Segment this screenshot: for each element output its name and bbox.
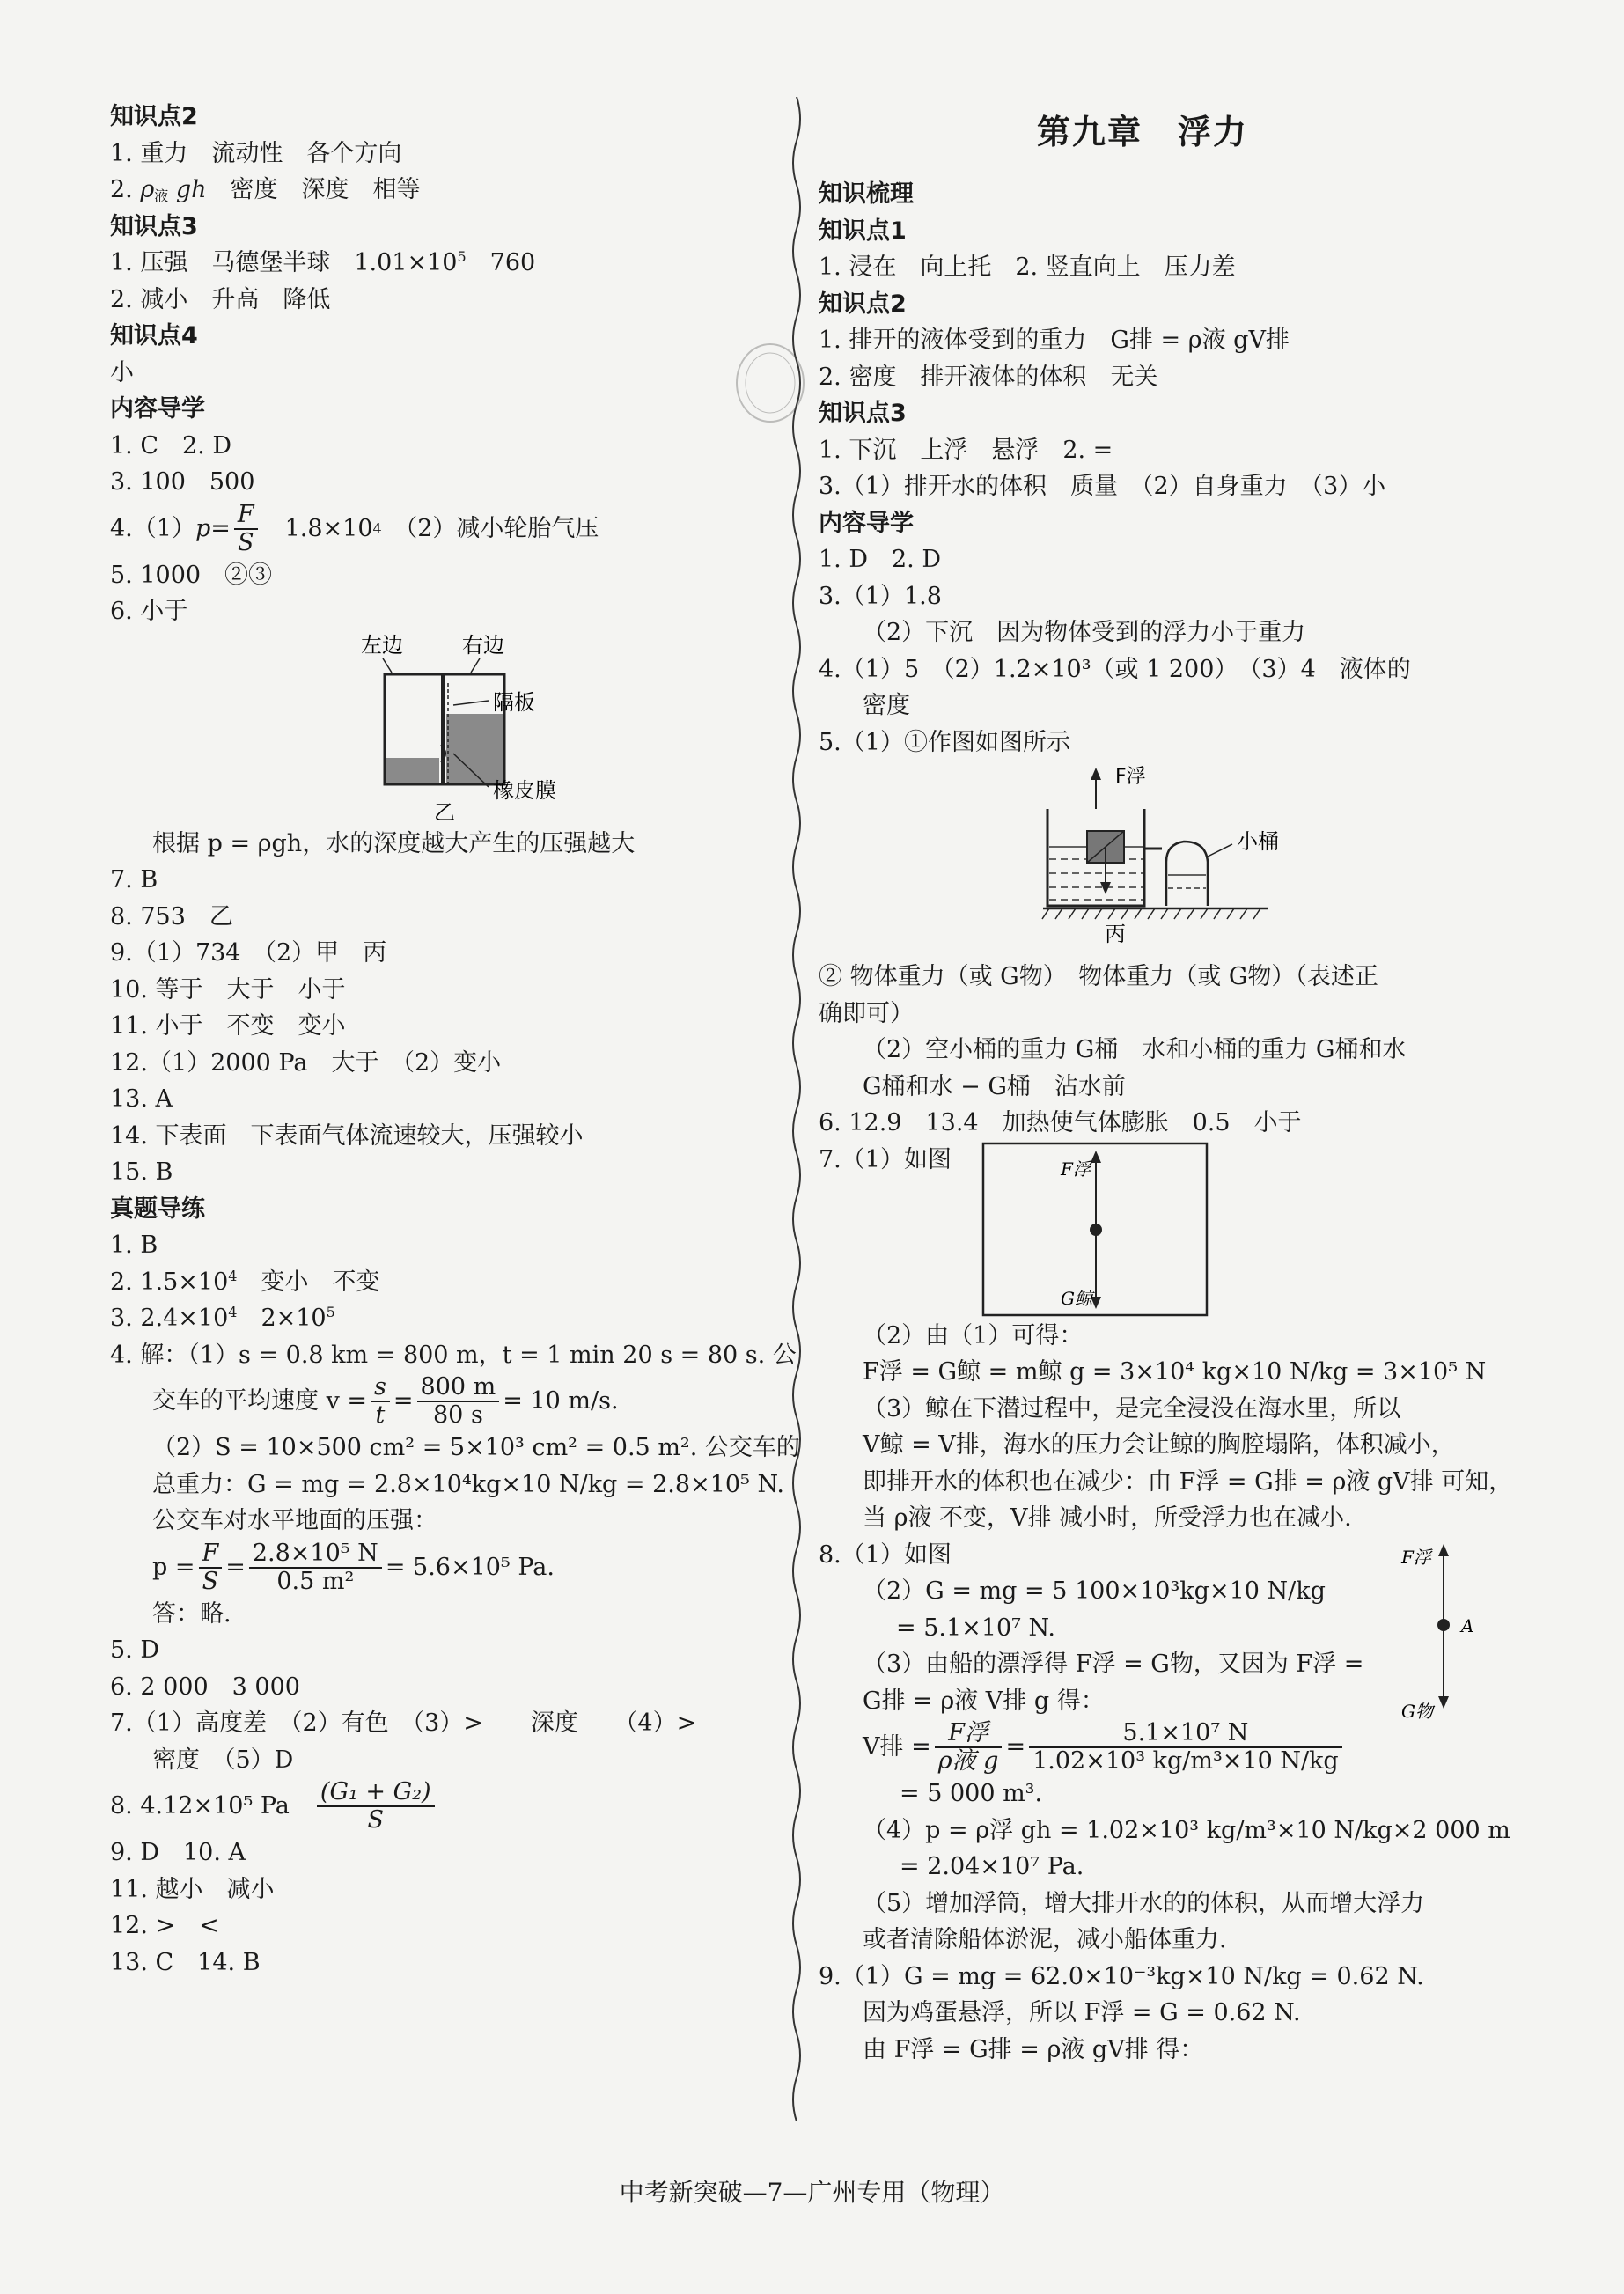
answer-line: 公交车对水平地面的压强： xyxy=(152,1507,437,1534)
answer-line: 5. D xyxy=(110,1636,159,1664)
answer-line: 1. D 2. D xyxy=(819,546,941,573)
figure-whale xyxy=(981,1142,1210,1318)
answer-line: 12.（1）2000 Pa 大于 （2）变小 xyxy=(110,1048,502,1077)
answer-line: 8. 753 乙 xyxy=(110,902,233,930)
answer-line: 总重力：G = mg = 2.8×10⁴kg×10 N/kg = 2.8×10⁵ N. xyxy=(152,1470,784,1498)
label-partition: 隔板 xyxy=(493,689,535,715)
q7-block xyxy=(819,1142,1488,1318)
answer-line: V鲸 = V排，海水的压力会让鲸的胸腔塌陷，体积减小， xyxy=(863,1431,1455,1459)
fraction: $\frac{\text{(G₁ + G₂)}}{S}$ xyxy=(317,1779,435,1834)
answer-line: G桶和水 − G桶 沾水前 xyxy=(863,1072,1126,1100)
answer-line: 确即可） xyxy=(819,999,914,1027)
section-heading: 知识点4 xyxy=(110,322,198,349)
answer-line: 2. 减小 升高 降低 xyxy=(110,285,331,313)
section-heading: 内容导学 xyxy=(819,509,914,537)
label-bucket: 小桶 xyxy=(1237,829,1279,854)
answer-line: 8. 4.12×10⁵ Pa $\frac{\text{(G₁ + G₂)}}{S}$ xyxy=(110,1778,779,1834)
answer-line: 3.（1）1.8 xyxy=(819,582,942,610)
answer-line: 根据 p = ρgh，水的深度越大产生的压强越大 xyxy=(152,829,636,857)
fraction: $\frac{\text{F浮}}{\text{ρ液 g}}$ xyxy=(935,1720,1003,1775)
figure-yi xyxy=(110,630,779,826)
answer-line: G排 = ρ液 V排 g 得： xyxy=(863,1687,1105,1715)
answer-line: 6. 12.9 13.4 加热使气体膨胀 0.5 小于 xyxy=(819,1109,1302,1136)
answer-line: 6. 小于 xyxy=(110,598,188,625)
section-heading: 真题导练 xyxy=(110,1195,205,1223)
answer-line: 5. 1000 ②③ xyxy=(110,561,273,589)
answer-line: 由 F浮 = G排 = ρ液 gV排 得： xyxy=(863,2035,1204,2063)
answer-line: 12. > < xyxy=(110,1912,219,1939)
answer-line: 密度 xyxy=(863,692,910,719)
answer-line: = 5 000 m³. xyxy=(900,1780,1043,1807)
answer-line: 13. A xyxy=(110,1085,173,1113)
answer-line: 10. 等于 大于 小于 xyxy=(110,975,346,1004)
section-heading: 知识点1 xyxy=(819,217,907,245)
answer-line: 2. $\rho_液$ gh 密度 深度 相等 xyxy=(110,176,421,204)
fraction: $\frac{\text{5.1×10⁷ N}}{\text{1.02×10³ kg/m³×10 N/kg}}$ xyxy=(1029,1720,1342,1775)
answer-line: 当 ρ液 不变，V排 减小时，所受浮力也在减小. xyxy=(863,1504,1352,1532)
answer-line: 5.（1）①作图如图所示 xyxy=(819,728,1070,756)
figure-bing xyxy=(819,761,1488,959)
answer-line: 1. B xyxy=(110,1232,158,1259)
section-heading: 知识点3 xyxy=(819,400,907,427)
figure-caption: 乙 xyxy=(434,799,455,825)
answer-line: p = $\frac{F}{S}$ = $\frac{\text{2.8×10⁵ N}}{\text{0.5 m²}}$ = 5.6×10⁵ Pa. xyxy=(152,1539,555,1595)
answer-line: 交车的平均速度 v = $\frac{s}{t}$ = $\frac{800 m}{80 s}$ = 10 m/s. xyxy=(152,1373,619,1429)
fraction: $\frac{800 m}{80 s}$ xyxy=(417,1374,500,1429)
answer-line: 3. 100 500 xyxy=(110,468,255,496)
answer-line: 13. C 14. B xyxy=(110,1948,261,1976)
label-buoyancy: F浮 xyxy=(1061,1158,1091,1180)
answer-line: F浮 = G鲸 = m鲸 g = 3×10⁴ kg×10 N/kg = 3×10⁵ N xyxy=(863,1358,1487,1386)
answer-line: 9.（1）G = mg = 62.0×10⁻³kg×10 N/kg = 0.62 N. xyxy=(819,1962,1424,1990)
answer-line: 9.（1）734 （2）甲 丙 xyxy=(110,939,387,967)
answer-line: 小 xyxy=(110,358,134,386)
answer-line: （4）p = ρ浮 gh = 1.02×10³ kg/m³×10 N/kg×2 000 m xyxy=(863,1816,1510,1844)
answer-line: 11. 小于 不变 变小 xyxy=(110,1012,346,1040)
section-heading: 知识点2 xyxy=(110,103,198,130)
answer-line: 4. 解：（1）s = 0.8 km = 800 m，t = 1 min 20 s = 80 s. 公 xyxy=(110,1341,797,1369)
answer-line: 答：略. xyxy=(152,1599,231,1628)
section-heading: 内容导学 xyxy=(110,395,205,423)
answer-line: V排 = $\frac{\text{F浮}}{\text{ρ液 g}}$ = $\frac{\text{5.1×10⁷ N}}{\text{1.02×10³ kg/m³×10 N/kg}}$ xyxy=(819,1719,1488,1776)
answer-line: （2）G = mg = 5 100×10³kg×10 N/kg xyxy=(863,1577,1326,1605)
label-weight: G鲸 xyxy=(1061,1287,1092,1309)
answer-line: 7.（1）如图 xyxy=(819,1145,952,1173)
right-column xyxy=(819,176,1513,2068)
answer-line: 1. 重力 流动性 各个方向 xyxy=(110,139,402,167)
answer-line: （5）增加浮筒，增大排开水的的体积，从而增大浮力 xyxy=(863,1889,1425,1917)
label-buoyancy: F浮 xyxy=(1401,1546,1431,1568)
answer-line: 即排开水的体积也在减少：由 F浮 = G排 = ρ液 gV排 可知， xyxy=(863,1467,1513,1496)
answer-line: 9. D 10. A xyxy=(110,1839,246,1866)
answer-line: 1. 浸在 向上托 2. 竖直向上 压力差 xyxy=(819,254,1236,281)
answer-line: 7. B xyxy=(110,866,158,893)
figure-ship xyxy=(1400,1537,1488,1722)
answer-line: 因为鸡蛋悬浮，所以 F浮 = G = 0.62 N. xyxy=(863,1999,1301,2026)
answer-line: 1. 下沉 上浮 悬浮 2. = xyxy=(819,436,1113,464)
answer-line: 6. 2 000 3 000 xyxy=(110,1673,300,1701)
fraction: $\frac{s}{t}$ xyxy=(371,1374,390,1429)
answer-line: 4.（1）5 （2）1.2×10³（或 1 200） （3）4 液体的 xyxy=(819,655,1411,683)
label-left: 左边 xyxy=(361,632,403,658)
answer-line: （2）由（1）可得： xyxy=(863,1321,1084,1349)
left-column xyxy=(110,99,800,1981)
label-membrane: 橡皮膜 xyxy=(493,777,556,803)
answer-line: 1. C 2. D xyxy=(110,431,231,460)
chapter-title: 第九章 浮力 xyxy=(1037,113,1249,151)
answer-line: 4.（1） p = $\frac{F}{S}$ 1.8×10 4 （2）减小轮胎气压 xyxy=(110,500,599,556)
figure-caption: 丙 xyxy=(1105,922,1126,946)
label-point-a: A xyxy=(1461,1614,1474,1636)
answer-line: （3）由船的漂浮得 F浮 = G物，又因为 F浮 = xyxy=(863,1651,1364,1678)
answer-line: 7.（1）高度差 （2）有色 （3）> 深度 （4）> xyxy=(110,1709,697,1737)
answer-line: 2. 密度 排开液体的体积 无关 xyxy=(819,363,1158,391)
label-buoyancy: F浮 xyxy=(1115,766,1146,788)
answer-line: = 2.04×10⁷ Pa. xyxy=(900,1853,1084,1880)
page-footer: 中考新突破—7—广州专用（物理） xyxy=(619,2178,1005,2207)
fraction: $\frac{F}{S}$ xyxy=(234,502,258,556)
section-heading: 知识点2 xyxy=(819,290,907,318)
answer-line: = 5.1×10⁷ N. xyxy=(896,1614,1056,1642)
answer-line: 或者清除船体淤泥，减小船体重力. xyxy=(863,1926,1227,1953)
answer-line: 3. $2.4\times 10^4$ $2\times 10^5$ xyxy=(110,1304,335,1332)
answer-line: 14. 下表面 下表面气体流速较大，压强较小 xyxy=(110,1121,584,1150)
answer-line: （2）空小桶的重力 G桶 水和小桶的重力 G桶和水 xyxy=(863,1036,1407,1063)
answer-line: 8.（1）如图 xyxy=(819,1540,952,1569)
answer-line: 密度 （5）D xyxy=(152,1746,294,1774)
section-heading: 知识点3 xyxy=(110,212,198,240)
answer-line: 11. 越小 减小 xyxy=(110,1875,275,1903)
answer-line: （2）下沉 因为物体受到的浮力小于重力 xyxy=(863,619,1306,646)
q8-block xyxy=(819,1537,1488,1720)
fraction: $\frac{F}{S}$ xyxy=(199,1540,223,1595)
fraction: $\frac{\text{2.8×10⁵ N}}{\text{0.5 m²}}$ xyxy=(249,1540,382,1595)
label-right: 右边 xyxy=(462,632,504,658)
answer-line: （2）S = 10×500 cm² = 5×10³ cm² = 0.5 m². 公交车的 xyxy=(152,1434,800,1461)
answer-line: 1. 排开的液体受到的重力 G排 = ρ液 gV排 xyxy=(819,327,1290,354)
answer-line: 2. $1.5\times 10^4$ 变小 不变 xyxy=(110,1267,380,1296)
answer-line: 1. 压强 马德堡半球 $1.01\times 10^5$ 760 xyxy=(110,248,536,276)
answer-line: 15. B xyxy=(110,1158,173,1186)
answer-line: 3.（1）排开水的体积 质量 （2）自身重力 （3）小 xyxy=(819,473,1386,500)
label-weight: G物 xyxy=(1401,1700,1433,1722)
section-heading: 知识梳理 xyxy=(819,180,914,208)
answer-line: ② 物体重力（或 G物） 物体重力（或 G物）（表述正 xyxy=(819,963,1378,990)
answer-line: （3）鲸在下潜过程中，是完全浸没在海水里，所以 xyxy=(863,1394,1401,1423)
